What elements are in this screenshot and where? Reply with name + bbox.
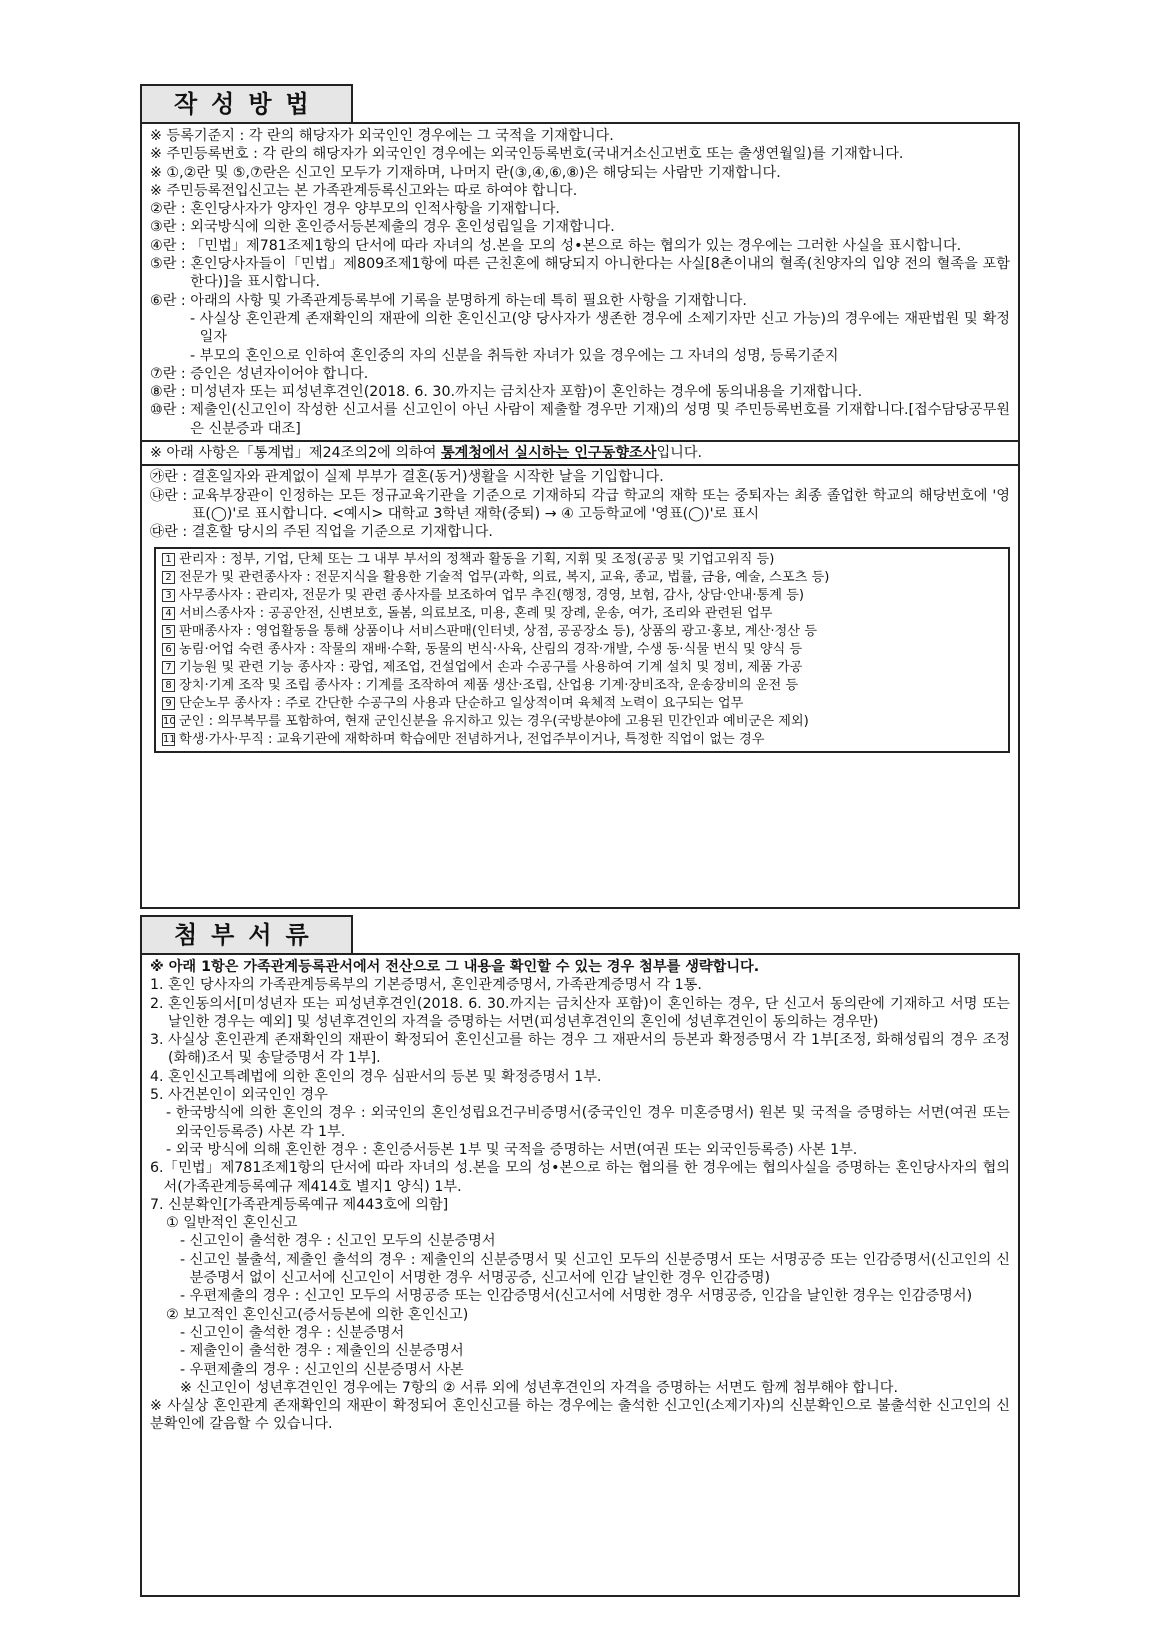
- occupation-item: 9 단순노무 종사자 : 주로 간단한 수공구의 사용과 단순하고 일상적이며 육체적 노력이 요구되는 업무: [162, 695, 1002, 713]
- occupation-item: 3 사무종사자 : 관리자, 전문가 및 관련 종사자를 보조하여 업무 추진(행정, 경영, 보험, 감사, 상담·안내·통계 등): [162, 587, 1002, 605]
- occupation-item: 5 판매종사자 : 영업활동을 통해 상품이나 서비스판매(인터넷, 상점, 공공장소 등), 상품의 광고·홍보, 계산·정산 등: [162, 623, 1002, 641]
- attachment-item: 7. 신분확인[가족관계등록예규 제443호에 의함]: [150, 1196, 449, 1213]
- attachment-subitem: - 신고인 불출석, 제출인 출석의 경우 : 제출인의 신분증명서 및 신고인 모두의 신분증명서 또는 서명공증 또는 인감증명서(신고인의 신분증명서 없이 신고서에 신고인이 서명한 경우 서명공증, 신고서에 인감 날인한 경우 인감증명): [180, 1251, 1010, 1287]
- instruction-subitem: - 부모의 혼인으로 인하여 혼인중의 자의 신분을 취득한 자녀가 있을 경우에는 그 자녀의 성명, 등록기준지: [190, 347, 839, 364]
- instruction-item: ※ ①,②란 및 ⑤,⑦란은 신고인 모두가 기재하며, 나머지 란(③,④,⑥,⑧)은 해당되는 사람만 기재합니다.: [150, 164, 781, 181]
- section-title-attachments: 첨부서류: [140, 915, 353, 953]
- occupation-number: 10: [163, 715, 176, 727]
- instruction-item: ※ 주민등록번호 : 각 란의 해당자가 외국인인 경우에는 외국인등록번호(국내거소신고번호 또는 출생연월일)를 기재합니다.: [150, 146, 904, 163]
- instructions-box: [140, 122, 1020, 909]
- attachment-item: 1. 혼인 당사자의 가족관계등록부의 기본증명서, 혼인관계증명서, 가족관계증명서 각 1통.: [150, 977, 702, 994]
- occupation-item: 6 농림·어업 숙련 종사자 : 작물의 재배·수확, 동물의 번식·사육, 산림의 경작·개발, 수생 동·식물 번식 및 양식 등: [162, 641, 1002, 659]
- instruction-item: ⑧란 : 미성년자 또는 피성년후견인(2018. 6. 30.까지는 금치산자 포함)이 혼인하는 경우에 동의내용을 기재합니다.: [150, 384, 863, 401]
- attachments-footer-note: ※ 사실상 혼인관계 존재확인의 재판이 확정되어 혼인신고를 하는 경우에는 출석한 신고인(소제기자)의 신분확인으로 불출석한 신고인의 신분확인에 갈음할 수 있습니다.: [150, 1398, 1010, 1433]
- document-page: [140, 84, 1020, 1597]
- attachment-subitem: - 우편제출의 경우 : 신고인 모두의 서명공증 또는 인감증명서(신고서에 서명한 경우 서명공증, 인감을 날인한 경우는 인감증명서): [180, 1288, 973, 1305]
- occupation-item: 4 서비스종사자 : 공공안전, 신변보호, 돌봄, 의료보조, 미용, 혼례 및 장례, 운송, 여가, 조리와 관련된 업무: [162, 605, 1002, 623]
- occupation-number: 3: [162, 589, 175, 602]
- attachment-subitem: - 제출인이 출석한 경우 : 제출인의 신분증명서: [180, 1343, 464, 1360]
- statistics-notice-bold: 통계청에서 실시하는 인구동향조사: [440, 445, 657, 462]
- occupation-number: 6: [162, 643, 175, 656]
- attachment-item: 2. 혼인동의서[미성년자 또는 피성년후견인(2018. 6. 30.까지는 금치산자 포함)이 혼인하는 경우, 단 신고서 동의란에 기재하고 서명 또는 날인한 경우는 예외] 및 성년후견인의 자격을 증명하는 서면(피성년후견인의 혼인에 성년후견인이 동의하는 경우만): [150, 995, 1010, 1030]
- statistics-item: ㉯란 : 교육부장관이 인정하는 모든 정규교육기관을 기준으로 기재하되 각급 학교의 재학 또는 중퇴자는 최종 졸업한 학교의 해당번호에 '영표(◯)'로 표시합니다. <예시> 대학교 3학년 재학(중퇴) → ④ 고등학교에 '영표(◯)'로 표시: [150, 487, 1010, 522]
- section-title-instructions: 작성방법: [140, 84, 353, 122]
- sub7-2-title: ② 보고적인 혼인신고(증서등본에 의한 혼인신고): [166, 1306, 469, 1323]
- statistics-item: ㉰란 : 결혼할 당시의 주된 직업을 기준으로 기재합니다.: [150, 524, 493, 541]
- occupation-item: 10 군인 : 의무복무를 포함하여, 현재 군인신분을 유지하고 있는 경우(국방분야에 고용된 민간인과 예비군은 제외): [163, 713, 809, 729]
- instruction-subitem: - 사실상 혼인관계 존재확인의 재판에 의한 혼인신고(양 당사자가 생존한 경우에 소제기자만 신고 가능)의 경우에는 재판법원 및 확정일자: [190, 310, 1010, 346]
- occupation-number: 5: [162, 625, 175, 638]
- occupation-number: 8: [162, 679, 175, 692]
- occupation-number: 9: [162, 697, 175, 710]
- occupation-item: 2 전문가 및 관련종사자 : 전문지식을 활용한 기술적 업무(과학, 의료, 복지, 교육, 종교, 법률, 금융, 예술, 스포츠 등): [162, 569, 1002, 587]
- attachments-header-note: ※ 아래 1항은 가족관계등록관서에서 전산으로 그 내용을 확인할 수 있는 경우 첨부를 생략합니다.: [150, 959, 760, 975]
- occupation-item: 1 관리자 : 정부, 기업, 단체 또는 그 내부 부서의 정책과 활동을 기획, 지휘 및 조정(공공 및 기업고위직 등): [162, 551, 1002, 569]
- attachment-subitem: - 외국 방식에 의해 혼인한 경우 : 혼인증서등본 1부 및 국적을 증명하는 서면(여권 또는 외국인등록증) 사본 1부.: [166, 1141, 858, 1158]
- occupation-number: 4: [162, 607, 175, 620]
- statistics-notice: ※ 아래 사항은「통계법」제24조의2에 의하여 통계청에서 실시하는 인구동향조사입니다.: [142, 440, 1018, 466]
- attachment-item: 4. 혼인신고특례법에 의한 혼인의 경우 심판서의 등본 및 확정증명서 1부.: [150, 1068, 602, 1085]
- attachment-subitem: - 우편제출의 경우 : 신고인의 신분증명서 사본: [180, 1361, 464, 1378]
- instruction-item: ※ 주민등록전입신고는 본 가족관계등록신고와는 따로 하여야 합니다.: [150, 182, 578, 199]
- occupation-number: 2: [162, 571, 175, 584]
- attachments-box: [140, 953, 1020, 1597]
- sub7-1-title: ① 일반적인 혼인신고: [166, 1215, 298, 1232]
- instruction-item: ⑩란 : 제출인(신고인이 작성한 신고서를 신고인이 아닌 사람이 제출할 경우만 기재)의 성명 및 주민등록번호를 기재합니다.[접수담당공무원은 신분증과 대조]: [150, 402, 1010, 437]
- occupation-item: 11 학생·가사·무직 : 교육기관에 재학하며 학습에만 전념하거나, 전업주부이거나, 특정한 직업이 없는 경우: [163, 731, 765, 747]
- attachment-subitem: - 한국방식에 의한 혼인의 경우 : 외국인의 혼인성립요건구비증명서(중국인인 경우 미혼증명서) 원본 및 국적을 증명하는 서면(여권 또는 외국인등록증) 사본 각 1부.: [166, 1105, 1010, 1140]
- attachment-item: 3. 사실상 혼인관계 존재확인의 재판이 확정되어 혼인신고를 하는 경우 그 재판서의 등본과 확정증명서 각 1부[조정, 화해성립의 경우 조정(화해)조서 및 송달증명서 각 1부].: [150, 1032, 1010, 1067]
- instruction-item: ④란 : 「민법」제781조제1항의 단서에 따라 자녀의 성.본을 모의 성•본으로 하는 협의가 있는 경우에는 그러한 사실을 표시합니다.: [150, 237, 962, 254]
- instruction-item: ②란 : 혼인당사자가 양자인 경우 양부모의 인적사항을 기재합니다.: [150, 201, 560, 218]
- statistics-item: ㉮란 : 결혼일자와 관계없이 실제 부부가 결혼(동거)생활을 시작한 날을 기입합니다.: [150, 469, 664, 486]
- attachment-subitem: - 신고인이 출석한 경우 : 신분증명서: [180, 1324, 405, 1341]
- occupation-list-box: [154, 547, 1010, 753]
- instruction-item: ⑦란 : 증인은 성년자이어야 합니다.: [150, 365, 369, 382]
- occupation-item: 8 장치·기계 조작 및 조립 종사자 : 기계를 조작하여 제품 생산·조립, 산업용 기계·장비조작, 운송장비의 운전 등: [162, 677, 1002, 695]
- attachment-item: 6. 「민법」제781조제1항의 단서에 따라 자녀의 성.본을 모의 성•본으로 하는 협의를 한 경우에는 협의사실을 증명하는 혼인당사자의 협의서(가족관계등록예규 제414호 별지1 양식) 1부.: [150, 1160, 1010, 1195]
- attachment-subitem: - 신고인이 출석한 경우 : 신고인 모두의 신분증명서: [180, 1233, 496, 1250]
- sub7-2-note: ※ 신고인이 성년후견인인 경우에는 7항의 ② 서류 외에 성년후견인의 자격을 증명하는 서면도 함께 첨부해야 합니다.: [180, 1379, 899, 1396]
- occupation-item: 7 기능원 및 관련 기능 종사자 : 광업, 제조업, 건설업에서 손과 수공구를 사용하여 기계 설치 및 정비, 제품 가공: [162, 659, 1002, 677]
- instruction-item: ⑤란 : 혼인당사자들이「민법」제809조제1항에 따른 근친혼에 해당되지 아니한다는 사실[8촌이내의 혈족(친양자의 입양 전의 혈족을 포함한다)]을 표시합니다.: [150, 256, 1010, 291]
- instruction-item: ③란 : 외국방식에 의한 혼인증서등본제출의 경우 혼인성립일을 기재합니다.: [150, 219, 615, 236]
- instruction-item: ⑥란 : 아래의 사항 및 가족관계등록부에 기록을 분명하게 하는데 특히 필요한 사항을 기재합니다.: [150, 292, 747, 309]
- occupation-number: 7: [162, 661, 175, 674]
- occupation-number: 1: [162, 553, 175, 566]
- attachment-item: 5. 사건본인이 외국인인 경우: [150, 1087, 328, 1104]
- instruction-item: ※ 등록기준지 : 각 란의 해당자가 외국인인 경우에는 그 국적을 기재합니다.: [150, 128, 614, 144]
- occupation-number: 11: [163, 733, 176, 745]
